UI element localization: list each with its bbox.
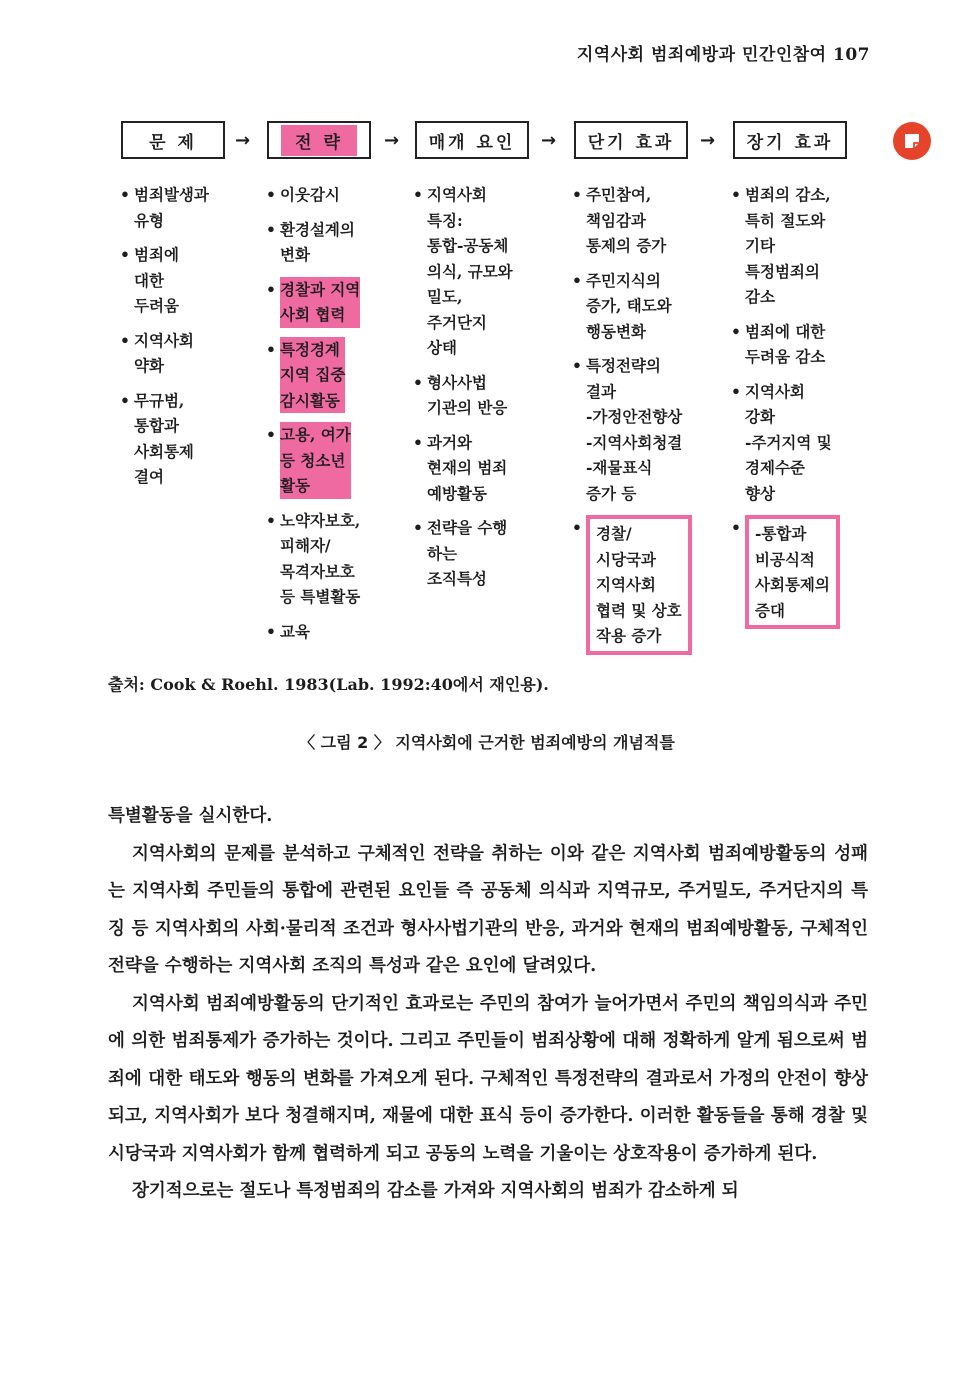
list-item-text: 이웃감시 [280, 185, 340, 204]
list-item-text: 경찰과 지역 사회 협력 [280, 277, 360, 328]
flow-box-short-term-effects [574, 121, 688, 159]
bullet-icon: • [572, 356, 582, 375]
list-item-text: 범죄의 감소, 특히 절도와 기타 특정범죄의 감소 [745, 185, 831, 306]
flow-arrow: → [541, 130, 557, 151]
list-item-text: 형사사법 기관의 반응 [427, 372, 508, 417]
list-item-text: 무규범, 통합과 사회통제 결여 [134, 390, 194, 486]
column-mediating-factors [413, 182, 558, 601]
list-item-text: 환경설계의 변화 [280, 219, 355, 264]
list-item [413, 370, 558, 421]
list-item [266, 508, 406, 610]
column-problem [120, 182, 260, 499]
running-head: 지역사회 범죄예방과 민간인참여 107 [576, 45, 870, 65]
bullet-icon: • [572, 518, 582, 537]
bullet-icon: • [266, 339, 276, 359]
flow-arrow: → [235, 130, 251, 151]
list-item-text: 범죄에 대한 두려움 [134, 245, 179, 315]
source-note: 출처: Cook & Roehl. 1983(Lab. 1992:40에서 재인용). [108, 675, 549, 694]
bullet-icon: • [731, 381, 741, 401]
list-item [731, 515, 861, 629]
flow-box-long-term-effects [733, 121, 847, 159]
flow-arrow: → [384, 130, 400, 151]
column-strategy [266, 182, 406, 653]
list-item-text: 특정경계 지역 집중 감시활동 [280, 337, 345, 414]
flow-box-mediating-factors [415, 121, 529, 159]
list-item [572, 268, 722, 345]
figure-caption: 〈 그림 2 〉 지역사회에 근거한 범죄예방의 개념적틀 [299, 733, 675, 752]
column-long-term-effects [731, 182, 861, 638]
list-item-text: 교육 [280, 621, 310, 641]
list-item-text: 지역사회 특징: 통합-공동체 의식, 규모와 밀도, 주거단지 상태 [427, 185, 513, 357]
list-item-text: 범죄발생과 유형 [134, 185, 209, 230]
list-item-text: 과거와 현재의 범죄 예방활동 [427, 432, 508, 503]
bullet-icon: • [266, 510, 276, 530]
list-item [266, 277, 406, 328]
paragraph: 장기적으로는 절도나 특정범죄의 감소를 가져와 지역사회의 범죄가 감소하게 되 [132, 1181, 739, 1201]
list-item [731, 379, 861, 507]
sticky-note-icon [902, 131, 922, 151]
list-item-text: -통합과 비공식적 사회통제의 증대 [745, 515, 840, 629]
list-item-text: 노약자보호, 피해자/ 목격자보호 등 특별활동 [280, 510, 361, 606]
bullet-icon: • [731, 321, 741, 341]
flow-box-label: 전 략 [281, 125, 357, 156]
list-item [572, 182, 722, 259]
bullet-icon: • [120, 245, 130, 264]
list-item-text: 주민참여, 책임감과 통제의 증가 [586, 185, 667, 255]
list-item [572, 515, 722, 655]
paragraph: 지역사회 범죄예방활동의 단기적인 효과로는 주민의 참여가 늘어가면서 주민의 책임의식과 주민에 의한 범죄통제가 증가하는 것이다. 그리고 주민들이 범죄상황에 대해 정확하게 알게 됨으로써 범죄에 대한 태도와 행동의 변화를 가져오게 된다. 구체적인 특정전략의 결과로서 가정의 안전이 향상되고, 지역사회가 보다 청결해지며, 재물에 대한 표식 등이 증가한다. 이러한 활동들을 통해 경찰 및 시당국과 지역사회가 함께 협력하게 되고 공동의 노력을 기울이는 상호작용이 증가하게 된다. [108, 993, 868, 1164]
paragraph: 특별활동을 실시한다. [108, 806, 273, 826]
flow-arrow: → [700, 130, 716, 151]
list-item [120, 182, 260, 233]
flow-box-strategy [267, 121, 371, 159]
bullet-icon: • [731, 518, 741, 537]
list-item-text: 경찰/ 시당국과 지역사회 협력 및 상호 작용 증가 [586, 515, 692, 655]
list-item [266, 619, 406, 645]
bullet-icon: • [266, 621, 276, 641]
list-item-text: 고용, 여가 등 청소년 활동 [280, 422, 351, 499]
list-item [266, 217, 406, 268]
list-item [120, 328, 260, 379]
flow-box-problem [121, 121, 225, 159]
list-item [731, 319, 861, 370]
list-item-text: 전략을 수행 하는 조직특성 [427, 518, 508, 588]
paragraph: 지역사회의 문제를 분석하고 구체적인 전략을 취하는 이와 같은 지역사회 범죄예방활동의 성패는 지역사회 주민들의 통합에 관련된 요인들 즉 공동체 의식과 지역규모, 주거밀도, 주거단지의 특징 등 지역사회의 사회·물리적 조건과 형사사법기관의 반응, 과거와 현재의 범죄예방활동, 구체적인 전략을 수행하는 지역사회 조직의 특성과 같은 요인에 달려있다. [108, 843, 868, 976]
list-item [731, 182, 861, 310]
list-item-text: 지역사회 강화 -주거지역 및 경제수준 향상 [745, 381, 832, 503]
list-item [266, 337, 406, 414]
bullet-icon: • [413, 185, 423, 204]
bullet-icon: • [266, 279, 276, 299]
body-text [108, 798, 868, 1211]
flow-box-label: 장기 효과 [746, 132, 834, 153]
list-item [572, 353, 722, 506]
bullet-icon: • [266, 425, 276, 444]
flow-box-label: 단기 효과 [587, 132, 675, 153]
bullet-icon: • [266, 219, 276, 239]
list-item [266, 422, 406, 499]
flow-box-label: 매개 요인 [428, 132, 516, 153]
column-short-term-effects [572, 182, 722, 664]
list-item [120, 242, 260, 319]
list-item-text: 지역사회 약화 [134, 330, 194, 375]
bullet-icon: • [572, 270, 582, 290]
list-item [120, 388, 260, 490]
bullet-icon: • [266, 185, 276, 204]
list-item [266, 182, 406, 208]
list-item-text: 범죄에 대한 두려움 감소 [745, 321, 826, 366]
list-item-text: 특정전략의 결과 -가정안전향상 -지역사회청결 -재물표식 증가 등 [586, 356, 683, 503]
list-item [413, 515, 558, 592]
bullet-icon: • [120, 390, 130, 410]
bullet-icon: • [413, 372, 423, 392]
bullet-icon: • [731, 185, 741, 204]
bullet-icon: • [572, 185, 582, 204]
list-item [413, 182, 558, 361]
sticky-note-button[interactable] [893, 122, 931, 160]
list-item-text: 주민지식의 증가, 태도와 행동변화 [586, 270, 672, 341]
list-item [413, 430, 558, 507]
bullet-icon: • [120, 185, 130, 204]
bullet-icon: • [413, 432, 423, 452]
flow-box-label: 문 제 [149, 132, 197, 153]
bullet-icon: • [413, 518, 423, 537]
bullet-icon: • [120, 330, 130, 350]
